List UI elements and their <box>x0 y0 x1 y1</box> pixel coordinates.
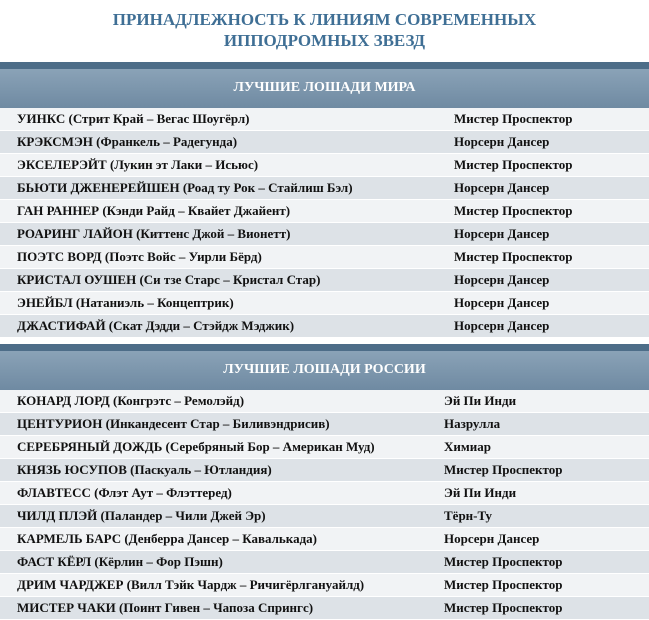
sire-line-cell: Назрулла <box>444 416 501 431</box>
table-row <box>0 315 649 338</box>
horse-name-cell: ПОЭТС ВОРД (Поэтс Войс – Уирли Бёрд) <box>17 249 262 264</box>
table-row <box>0 131 649 154</box>
table-row <box>0 154 649 177</box>
russia-horses-table <box>0 390 649 620</box>
table-row <box>0 597 649 620</box>
sire-line-cell: Норсерн Дансер <box>454 295 550 310</box>
world-horses-table <box>0 108 649 338</box>
horse-name-cell: ЭКСЕЛЕРЭЙТ (Лукин эт Лаки – Исьюс) <box>17 157 259 172</box>
horse-name-cell: РОАРИНГ ЛАЙОН (Киттенс Джой – Вионетт) <box>17 226 291 241</box>
horse-name-cell: ЦЕНТУРИОН (Инкандесент Стар – Биливэндрисив) <box>17 416 330 431</box>
table-row <box>0 177 649 200</box>
sire-line-cell: Мистер Проспектор <box>454 111 573 126</box>
sire-line-cell: Мистер Проспектор <box>454 203 573 218</box>
table-row <box>0 269 649 292</box>
sire-line-cell: Норсерн Дансер <box>454 318 550 333</box>
horse-name-cell: ДЖАСТИФАЙ (Скат Дэдди – Стэйдж Мэджик) <box>17 318 295 333</box>
table-row <box>0 482 649 505</box>
table-row <box>0 413 649 436</box>
sire-line-cell: Эй Пи Инди <box>444 393 517 408</box>
table-row <box>0 246 649 269</box>
sire-line-cell: Мистер Проспектор <box>444 554 563 569</box>
sire-line-cell: Мистер Проспектор <box>444 577 563 592</box>
table-row <box>0 292 649 315</box>
table-row <box>0 390 649 413</box>
sire-line-cell: Норсерн Дансер <box>454 180 550 195</box>
sire-line-cell: Тёрн-Ту <box>444 508 493 523</box>
table-row <box>0 551 649 574</box>
sire-line-cell: Норсерн Дансер <box>444 531 540 546</box>
horse-name-cell: УИНКС (Стрит Край – Вегас Шоугёрл) <box>17 111 250 126</box>
sire-line-cell: Мистер Проспектор <box>454 249 573 264</box>
sire-line-cell: Эй Пи Инди <box>444 485 517 500</box>
sire-line-cell: Мистер Проспектор <box>444 462 563 477</box>
page-title <box>0 0 649 62</box>
sire-line-cell: Норсерн Дансер <box>454 272 550 287</box>
horse-name-cell: ФЛАВТЕСС (Флэт Аут – Флэттеред) <box>17 485 232 500</box>
horse-name-cell: ЧИЛД ПЛЭЙ (Паландер – Чили Джей Эр) <box>17 508 266 523</box>
title-line-1: ПРИНАДЛЕЖНОСТЬ К ЛИНИЯМ СОВРЕМЕННЫХ <box>112 10 537 29</box>
section-header-russia <box>0 344 649 390</box>
horse-name-cell: ДРИМ ЧАРДЖЕР (Вилл Тэйк Чардж – Ричигёрлгануайлд) <box>17 577 365 592</box>
sire-line-cell: Мистер Проспектор <box>454 157 573 172</box>
table-row <box>0 505 649 528</box>
horse-name-cell: КРЭКСМЭН (Франкель – Радегунда) <box>17 134 238 149</box>
sire-line-cell: Мистер Проспектор <box>444 600 563 615</box>
horse-name-cell: ГАН РАННЕР (Кэнди Райд – Квайет Джайент) <box>17 203 291 218</box>
table-row <box>0 459 649 482</box>
table-row <box>0 528 649 551</box>
sire-line-cell: Химиар <box>444 439 491 454</box>
table-row <box>0 436 649 459</box>
horse-name-cell: КОНАРД ЛОРД (Конгрэтс – Ремолэйд) <box>17 393 245 408</box>
horse-name-cell: БЬЮТИ ДЖЕНЕРЕЙШЕН (Роад ту Рок – Стайлиш Бэл) <box>17 180 353 195</box>
sire-line-cell: Норсерн Дансер <box>454 226 550 241</box>
table-row <box>0 574 649 597</box>
section-header-world <box>0 62 649 108</box>
table-row <box>0 223 649 246</box>
section-header-label: ЛУЧШИЕ ЛОШАДИ МИРА <box>233 80 416 95</box>
horse-name-cell: КРИСТАЛ ОУШЕН (Си тзе Старс – Кристал Стар) <box>17 272 321 287</box>
sire-line-cell: Норсерн Дансер <box>454 134 550 149</box>
horse-name-cell: ФАСТ КЁРЛ (Кёрлин – Фор Пэшн) <box>17 554 223 569</box>
horse-name-cell: ЭНЕЙБЛ (Натаниэль – Концептрик) <box>17 295 234 310</box>
table-row <box>0 200 649 223</box>
horse-name-cell: КАРМЕЛЬ БАРС (Денберра Дансер – Кавалькада) <box>17 531 317 546</box>
horse-name-cell: КНЯЗЬ ЮСУПОВ (Паскуаль – Ютландия) <box>17 462 272 477</box>
horse-name-cell: МИСТЕР ЧАКИ (Поинт Гивен – Чапоза Спрингс) <box>17 600 314 615</box>
title-line-2: ИППОДРОМНЫХ ЗВЕЗД <box>223 31 426 50</box>
horse-name-cell: СЕРЕБРЯНЫЙ ДОЖДЬ (Серебряный Бор – Американ Муд) <box>17 439 375 454</box>
section-header-label: ЛУЧШИЕ ЛОШАДИ РОССИИ <box>223 362 426 377</box>
table-row <box>0 108 649 131</box>
